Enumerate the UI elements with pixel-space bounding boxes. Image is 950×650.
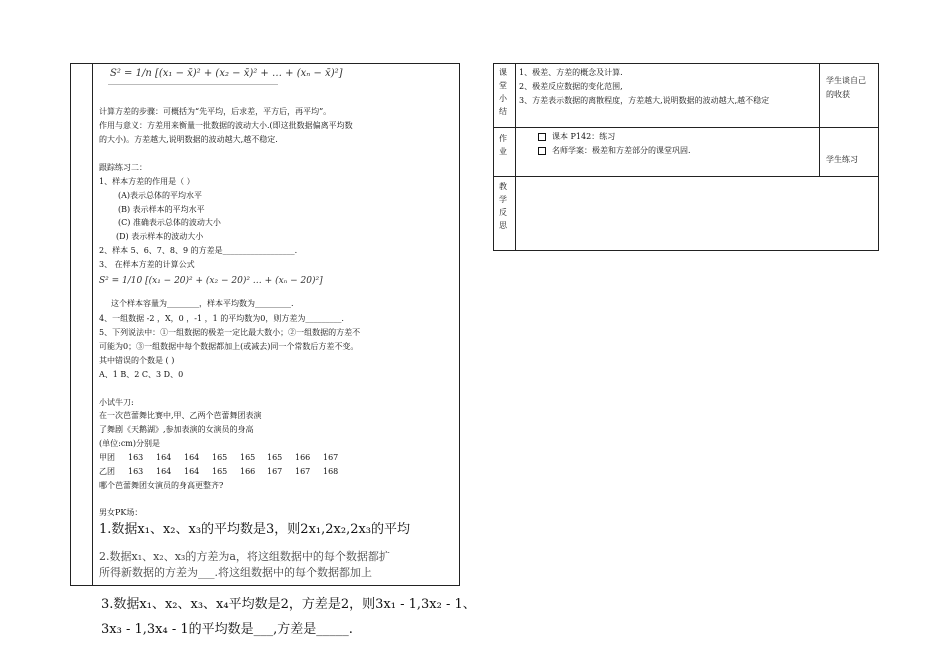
question-3: 3、 在样本方差的计算公式 [99, 260, 195, 269]
group-b-value: 163 [128, 467, 144, 476]
pk-question-2-line-2: 所得新数据的方差为___.将这组数据中的每个数据都加上 [99, 566, 372, 579]
group-a-value: 165 [212, 453, 228, 462]
left-panel-border-inner [92, 63, 93, 586]
trial-line-1: 在一次芭蕾舞比赛中,甲、乙两个芭蕾舞团表演 [99, 411, 262, 420]
pk-question-1: 1.数据x₁、x₂、x₃的平均数是3，则2x₁,2x₂,2x₃的平均 [99, 522, 411, 537]
group-b-value: 167 [267, 467, 283, 476]
row-summary-head: 课 [499, 68, 507, 77]
left-panel-border-bottom [70, 585, 460, 586]
group-a-value: 164 [156, 453, 172, 462]
group-a-value: 164 [184, 453, 200, 462]
group-b-value: 164 [184, 467, 200, 476]
q1-option-a: (A)表示总体的平均水平 [118, 191, 203, 200]
group-b-value: 166 [240, 467, 256, 476]
steps-line-3: 的大小)。方差越大,说明数据的波动越大,越不稳定. [99, 135, 278, 144]
homework-item-1 [538, 131, 615, 142]
homework-item-text: 课本 P142：练习 [552, 132, 616, 141]
table-border-left [493, 63, 494, 251]
steps-line-1: 计算方差的步骤：可概括为“先平均，后求差，平方后，再平均”。 [99, 107, 332, 116]
group-a-value: 165 [267, 453, 283, 462]
group-b-value: 167 [295, 467, 311, 476]
row-homework-head: 作 [499, 134, 507, 143]
group-b-label: 乙团 [99, 467, 115, 476]
group-b-value: 164 [156, 467, 172, 476]
row-reflection-head: 学 [499, 195, 507, 204]
question-5-options: A、1 B、2 C、3 D、0 [99, 370, 184, 379]
left-panel-border-right [459, 63, 460, 586]
row-summary-head: 结 [499, 107, 507, 116]
summary-note: 学生谈自己 [826, 76, 866, 85]
question-5-line-3: 其中错误的个数是 ( ) [99, 356, 175, 365]
trial-question: 哪个芭蕾舞团女演员的身高更整齐? [99, 481, 224, 490]
q1-option-d: (D) 表示样本的波动大小 [116, 232, 204, 241]
row-summary-head: 小 [499, 94, 507, 103]
group-b-value: 168 [323, 467, 339, 476]
formula-bracket-line [108, 84, 278, 85]
bottom-question-line-2: 3x₃ - 1,3x₄ - 1的平均数是___,方差是_____. [101, 622, 353, 637]
left-panel-border-top [70, 63, 460, 64]
table-row-divider-1 [493, 127, 879, 128]
sample-variance-formula: S² = 1/10 [(x₁ − 20)² + (x₂ − 20)² … + (xₙ − 20)²] [99, 276, 323, 286]
practice-title: 跟踪练习二： [99, 163, 147, 172]
group-a-label: 甲团 [99, 453, 115, 462]
homework-item-2 [538, 145, 691, 156]
group-b-value: 165 [212, 467, 228, 476]
variance-formula: S² = 1/n [(x₁ − x̄)² + (x₂ − x̄)² + … + (xₙ − x̄)²] [110, 68, 343, 79]
table-row-divider-2 [493, 176, 879, 177]
question-5-line-2: 可能为0；③一组数据中每个数据都加上(或减去)同一个常数后方差不变。 [99, 342, 359, 351]
question-4: 4、一组数据 -2 ，X，0 ，-1 ，1 的平均数为0，则方差为_________. [99, 314, 344, 323]
row-summary-head: 堂 [499, 81, 507, 90]
group-a-value: 165 [240, 453, 256, 462]
question-5-line-1: 5、下列说法中：①一组数据的极差一定比最大数小；②一组数据的方差不 [99, 328, 361, 337]
row-reflection-head: 思 [499, 221, 507, 230]
question-2: 2、样本 5、6、7、8、9 的方差是__________________. [99, 246, 298, 255]
group-a-value: 166 [295, 453, 311, 462]
group-a-value: 163 [128, 453, 144, 462]
checkbox-icon [538, 147, 546, 155]
question-3-tail: 这个样本容量为________，样本平均数为_________. [111, 299, 294, 308]
summary-note: 的收获 [826, 90, 850, 99]
steps-line-2: 作用与意义：方差用来衡量一批数据的波动大小.(即这批数据偏离平均数 [99, 121, 353, 130]
summary-item-1: 1、极差、方差的概念及计算. [519, 68, 623, 77]
row-reflection-head: 教 [499, 182, 507, 191]
pk-question-2-line-1: 2.数据x₁、x₂、x₃的方差为a，将这组数据中的每个数据都扩 [99, 550, 390, 563]
trial-title: 小试牛刀: [99, 398, 134, 407]
trial-line-2: 了舞剧《天鹅湖》,参加表演的女演员的身高 [99, 425, 254, 434]
trial-line-3: (单位:cm)分别是 [99, 439, 161, 448]
pk-title: 男女PK场： [99, 508, 143, 517]
homework-note: 学生练习 [826, 155, 858, 164]
bottom-question-line-1: 3.数据x₁、x₂、x₃、x₄平均数是2，方差是2，则3x₁ - 1,3x₂ - 1、 [101, 597, 476, 612]
table-border-bottom [493, 250, 879, 251]
row-reflection-head: 反 [499, 208, 507, 217]
table-col-divider-1 [515, 63, 516, 251]
question-1: 1、样本方差的作用是（ ） [99, 177, 195, 186]
table-border-right [878, 63, 879, 251]
group-a-value: 167 [323, 453, 339, 462]
summary-item-3: 3、方差表示数据的离散程度，方差越大,说明数据的波动越大,越不稳定 [519, 96, 770, 105]
homework-item-text: 名师学案：极差和方差部分的课堂巩固. [552, 146, 691, 155]
row-homework-head: 业 [499, 147, 507, 156]
table-col-divider-2 [819, 63, 820, 176]
summary-item-2: 2、极差反应数据的变化范围, [519, 82, 623, 91]
q1-option-b: (B) 表示样本的平均水平 [118, 205, 205, 214]
table-border-top [493, 63, 879, 64]
left-panel-border-left [70, 63, 71, 586]
q1-option-c: (C) 准确表示总体的波动大小 [118, 218, 221, 227]
checkbox-icon [538, 133, 546, 141]
